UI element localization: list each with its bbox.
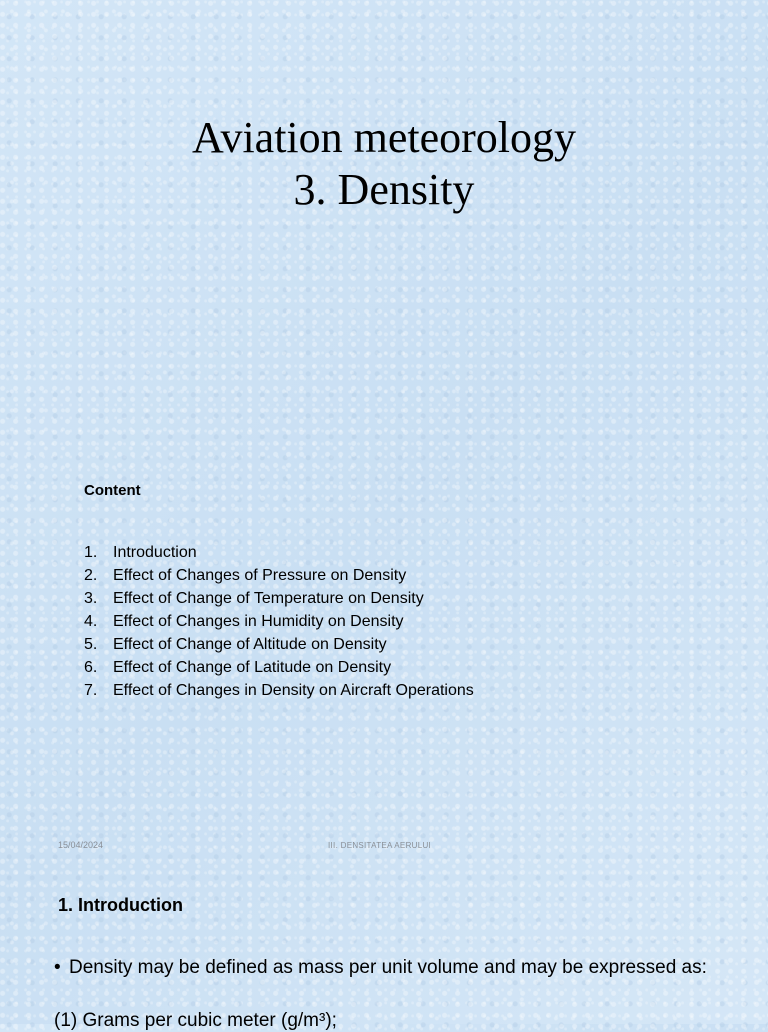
content-list: [84, 541, 474, 702]
bullet-item: [54, 956, 724, 979]
list-item-number: 1.: [84, 544, 98, 561]
content-heading: Content: [84, 482, 141, 499]
content-list-item: [84, 633, 474, 656]
cutoff-list-line: (1) Grams per cubic meter (g/m³);: [54, 1010, 337, 1031]
slide-title: [0, 112, 768, 216]
list-item-number: 3.: [84, 590, 98, 607]
list-item-number: 2.: [84, 567, 98, 584]
list-item-text: Effect of Change of Latitude on Density: [113, 659, 392, 676]
content-list-item: [84, 587, 474, 610]
list-item-number: 4.: [84, 613, 98, 630]
list-item-text: Effect of Change of Altitude on Density: [113, 636, 387, 653]
content-list-item: [84, 564, 474, 587]
bullet-text: Density may be defined as mass per unit volume and may be expressed as:: [69, 957, 707, 978]
content-list-item: [84, 656, 474, 679]
list-item-text: Effect of Changes of Pressure on Density: [113, 567, 407, 584]
list-item-text: Effect of Change of Temperature on Density: [113, 590, 424, 607]
content-list-item: [84, 679, 474, 702]
list-item-number: 6.: [84, 659, 98, 676]
list-item-text: Effect of Changes in Density on Aircraft Operations: [113, 682, 474, 699]
list-item-number: 7.: [84, 682, 98, 699]
content-list-item: [84, 610, 474, 633]
list-item-text: Effect of Changes in Humidity on Density: [113, 613, 404, 630]
slide-title-line-2: 3. Density: [293, 165, 475, 214]
slide-title-line-1: Aviation meteorology: [191, 113, 577, 162]
content-list-item: [84, 541, 474, 564]
list-item-number: 5.: [84, 636, 98, 653]
bullet-dot-icon: •: [54, 957, 61, 978]
section-heading: 1. Introduction: [58, 895, 183, 915]
list-item-text: Introduction: [113, 544, 197, 561]
footer-section-label: III. DENSITATEA AERULUI: [328, 841, 432, 850]
footer-date: 15/04/2024: [58, 840, 104, 850]
